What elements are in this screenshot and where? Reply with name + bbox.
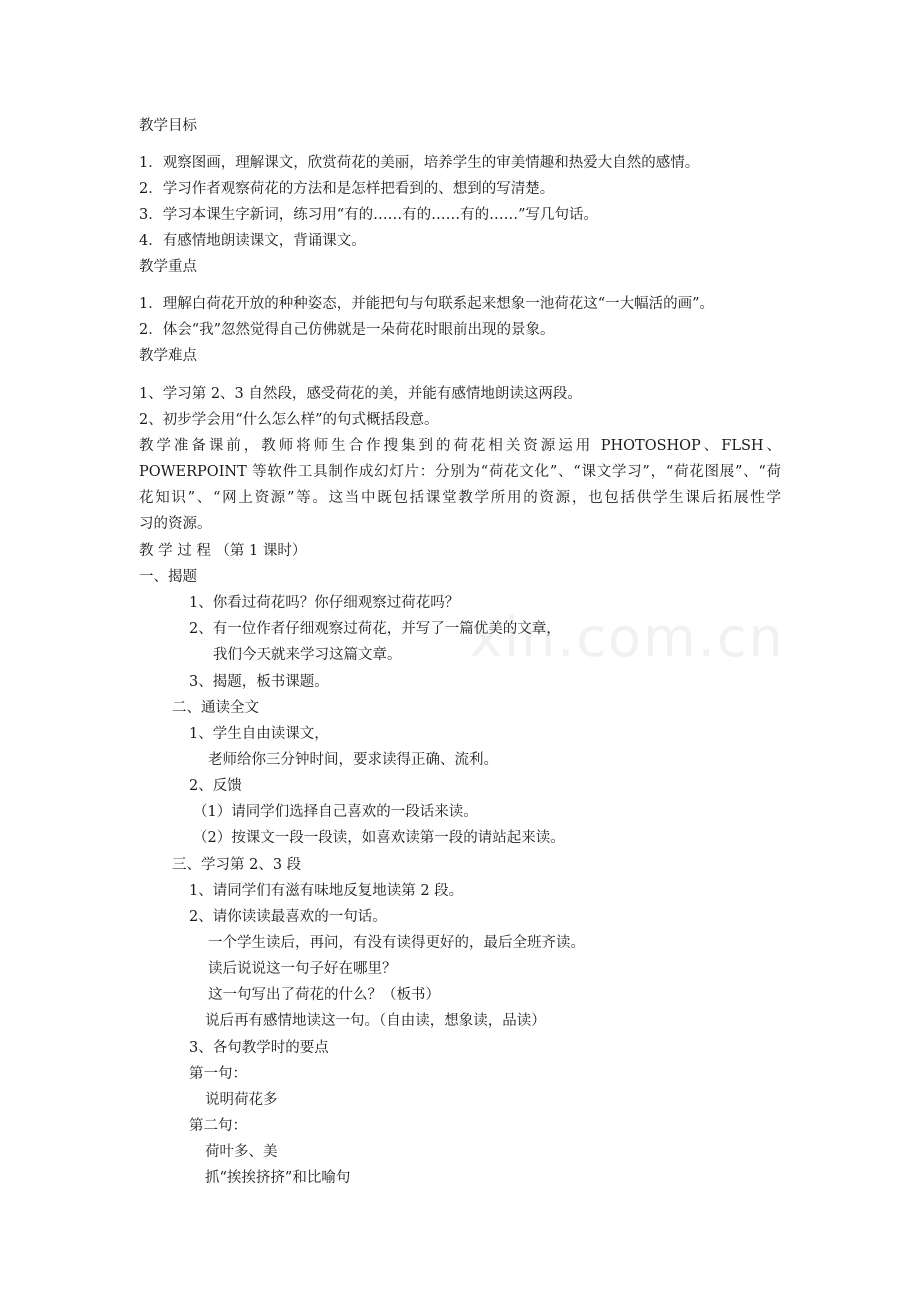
- watermark: xin.com.cn: [470, 606, 785, 669]
- text-line: 1．观察图画，理解课文，欣赏荷花的美丽，培养学生的审美情趣和热爱大自然的感情。: [139, 155, 700, 171]
- text-line: 花知识”、“网上资源”等。这当中既包括课堂教学所用的资源，也包括供学生课后拓展性学: [139, 490, 781, 506]
- heading-process: 教 学 过 程 （第 1 课时）: [139, 543, 307, 559]
- text-line: POWERPOINT 等软件工具制作成幻灯片：分别为“荷花文化”、“课文学习”，“荷花图展”、“荷: [139, 464, 781, 480]
- text-line: 2．体会“我”忽然觉得自己仿佛就是一朵荷花时眼前出现的景象。: [139, 322, 555, 338]
- text-line: 教学准备课前，教师将师生合作搜集到的荷花相关资源运用 PHOTOSHOP、FLSH、: [139, 438, 781, 454]
- text-line: 2、有一位作者仔细观察过荷花，并写了一篇优美的文章，: [189, 621, 561, 637]
- text-line: 说后再有感情地读这一句。（自由读，想象读，品读）: [205, 1013, 546, 1029]
- text-line: 2、请你读读最喜欢的一句话。: [189, 909, 387, 925]
- text-line: 习的资源。: [139, 516, 212, 532]
- text-line: 我们今天就来学习这篇文章。: [213, 647, 402, 663]
- text-line: 1．理解白荷花开放的种种姿态，并能把句与句联系起来想象一池荷花这“一大幅活的画”。: [139, 296, 715, 312]
- text-line: 3、揭题，板书课题。: [189, 674, 329, 690]
- text-line: 1、请同学们有滋有味地反复地读第 2 段。: [189, 883, 464, 899]
- text-line: 1、学习第 2、3 自然段，感受荷花的美，并能有感情地朗读这两段。: [139, 386, 582, 402]
- text-line: 读后说说这一句子好在哪里？: [208, 961, 397, 977]
- text-line: 4．有感情地朗读课文，背诵课文。: [139, 233, 366, 249]
- text-line: 2、初步学会用“什么怎么样”的句式概括段意。: [139, 412, 439, 428]
- text-line: 2．学习作者观察荷花的方法和是怎样把看到的、想到的写清楚。: [139, 181, 555, 197]
- text-line: （1）请同学们选择自己喜欢的一段话来读。: [193, 804, 478, 820]
- heading-key-points: 教学重点: [139, 259, 197, 275]
- text-line: 2、反馈: [189, 778, 242, 794]
- text-line: 第二句：: [189, 1118, 247, 1134]
- text-line: 1、学生自由读课文，: [189, 726, 329, 742]
- text-line: 说明荷花多: [205, 1092, 278, 1108]
- text-line: 一个学生读后，再问，有没有读得更好的，最后全班齐读。: [208, 935, 585, 951]
- heading-difficulties: 教学难点: [139, 348, 197, 364]
- text-line: （2）按课文一段一段读，如喜欢读第一段的请站起来读。: [193, 830, 565, 846]
- text-line: 这一句写出了荷花的什么？（板书）: [208, 987, 440, 1003]
- section-heading: 一、揭题: [139, 569, 197, 585]
- text-line: 荷叶多、美: [205, 1144, 278, 1160]
- text-line: 3、各句教学时的要点: [189, 1040, 329, 1056]
- section-heading: 二、通读全文: [172, 700, 259, 716]
- text-line: 3．学习本课生字新词，练习用“有的……有的……有的……”写几句话。: [139, 207, 599, 223]
- heading-objectives: 教学目标: [139, 118, 197, 134]
- text-line: 1、你看过荷花吗？你仔细观察过荷花吗？: [189, 595, 460, 611]
- text-line: 老师给你三分钟时间，要求读得正确、流利。: [208, 752, 498, 768]
- text-line: 抓“挨挨挤挤”和比喻句: [205, 1170, 351, 1186]
- text-line: 第一句：: [189, 1066, 247, 1082]
- section-heading: 三、学习第 2、3 段: [172, 857, 302, 873]
